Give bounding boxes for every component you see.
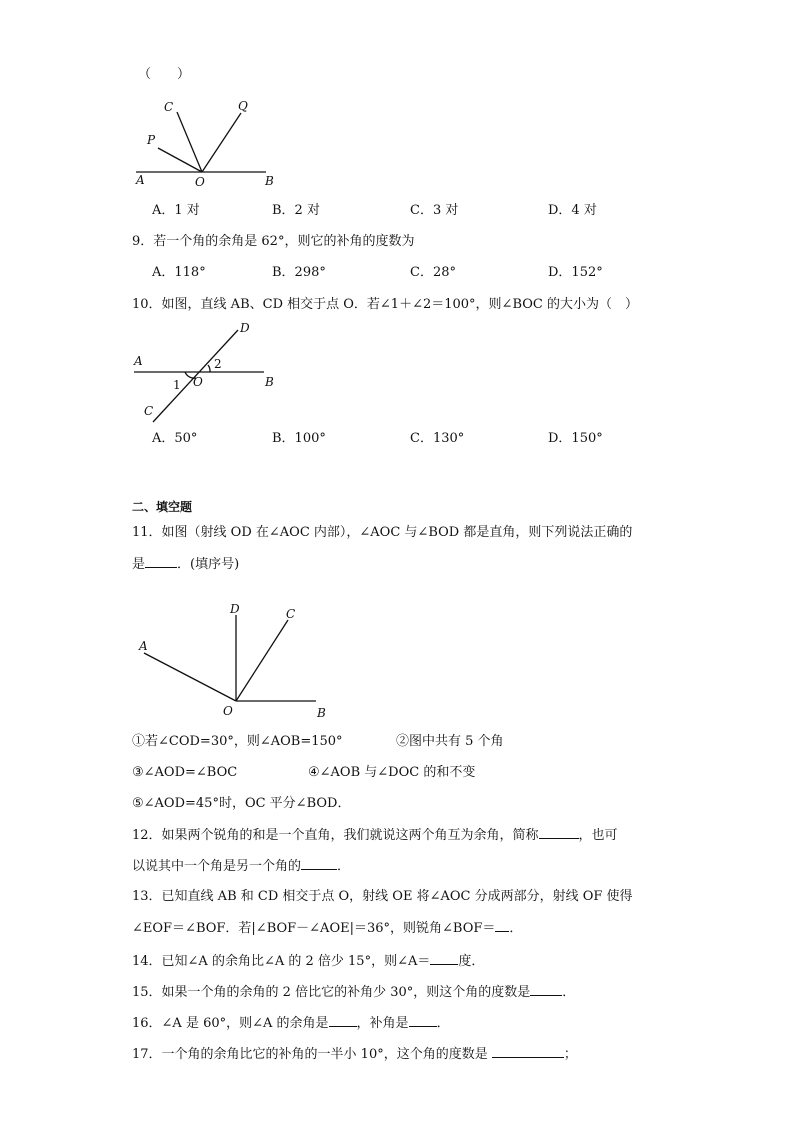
angle-2-arc bbox=[208, 365, 210, 372]
q16-text-c: ． bbox=[436, 1016, 450, 1031]
q16-blank-1[interactable] bbox=[329, 1014, 357, 1027]
q16-text-a: 16．∠A 是 60°，则∠A 的余角是 bbox=[132, 1016, 329, 1031]
q10-option-b: B．100° bbox=[272, 431, 326, 446]
q13-line1: 13．已知直线 AB 和 CD 相交于点 O，射线 OE 将∠AOC 分成两部分，射线 OF 使得 bbox=[132, 889, 633, 904]
q11-prefix: 是 bbox=[132, 557, 146, 572]
ray-oc bbox=[177, 112, 202, 172]
q12-text-a: 12．如果两个锐角的和是一个直角，我们就说这两个角互为余角，简称 bbox=[132, 828, 539, 843]
q16-text-b: ，补角是 bbox=[356, 1016, 409, 1031]
q10-option-d: D．150° bbox=[548, 431, 603, 446]
label-o: O bbox=[195, 175, 205, 189]
q11-statement-5: ⑤∠AOD=45°时，OC 平分∠BOD． bbox=[132, 796, 351, 811]
q16 bbox=[132, 1014, 450, 1033]
q15-text-a: 15．如果一个角的余角的 2 倍比它的补角少 30°，则这个角的度数是 bbox=[132, 985, 531, 1000]
q9-option-c: C．28° bbox=[410, 265, 456, 280]
q11-stem-line1: 11．如图（射线 OD 在∠AOC 内部），∠AOC 与∠BOD 都是直角，则下列说法正确的 bbox=[132, 525, 633, 540]
q9-stem: 9．若一个角的余角是 62°，则它的补角的度数为 bbox=[132, 234, 415, 249]
q12-line1 bbox=[132, 826, 618, 845]
q17-blank[interactable] bbox=[492, 1045, 564, 1058]
label-c: C bbox=[164, 100, 174, 114]
q15-text-b: ． bbox=[562, 985, 576, 1000]
label-p: P bbox=[147, 133, 156, 147]
q11-statement-1: ①若∠COD=30°，则∠AOB=150° bbox=[132, 734, 343, 749]
q14 bbox=[132, 952, 484, 971]
ray-oc bbox=[236, 620, 288, 701]
q9-option-d: D．152° bbox=[548, 265, 603, 280]
q12-blank-1[interactable] bbox=[539, 826, 579, 839]
q15 bbox=[132, 983, 575, 1002]
q9-option-a: A．118° bbox=[152, 265, 206, 280]
q10-stem: 10．如图，直线 AB、CD 相交于点 O．若∠1＋∠2＝100°，则∠BOC 的大小为（ ） bbox=[132, 297, 638, 312]
q12-text-d: ． bbox=[337, 859, 351, 874]
label-a: A bbox=[136, 173, 145, 187]
label-o: O bbox=[193, 375, 203, 389]
label-b: B bbox=[317, 706, 326, 720]
q10-figure bbox=[128, 318, 288, 424]
q12-blank-2[interactable] bbox=[301, 857, 337, 870]
q15-blank[interactable] bbox=[530, 983, 562, 996]
q13-text-b: ． bbox=[509, 921, 523, 936]
q8-figure bbox=[130, 92, 290, 192]
q10-option-c: C．130° bbox=[410, 431, 465, 446]
q13-line2 bbox=[132, 919, 522, 938]
q8-option-c: C．3 对 bbox=[410, 203, 459, 218]
q8-answer-paren: （ ） bbox=[138, 67, 191, 82]
q13-blank[interactable] bbox=[495, 919, 509, 932]
q14-text-a: 14．已知∠A 的余角比∠A 的 2 倍少 15°，则∠A＝ bbox=[132, 954, 431, 969]
label-o: O bbox=[223, 704, 233, 718]
label-b: B bbox=[265, 375, 274, 389]
label-a: A bbox=[134, 354, 143, 368]
q9-option-b: B．298° bbox=[272, 265, 326, 280]
label-a: A bbox=[139, 639, 148, 653]
q12-text-c: 以说其中一个角是另一个角的 bbox=[132, 859, 302, 874]
q10-option-a: A．50° bbox=[152, 431, 198, 446]
q16-blank-2[interactable] bbox=[409, 1014, 437, 1027]
label-d: D bbox=[230, 602, 240, 616]
q11-statement-3: ③∠AOD=∠BOC bbox=[132, 765, 238, 780]
q14-text-b: 度． bbox=[458, 954, 485, 969]
q11-figure bbox=[130, 595, 340, 720]
q11-answer-blank[interactable] bbox=[145, 555, 177, 568]
q8-option-a: A．1 对 bbox=[152, 203, 200, 218]
ray-oa bbox=[144, 653, 236, 701]
q11-statement-4: ④∠AOB 与∠DOC 的和不变 bbox=[308, 765, 476, 780]
label-b: B bbox=[265, 174, 274, 188]
label-c: C bbox=[286, 607, 296, 621]
ray-oq bbox=[202, 113, 241, 172]
label-q: Q bbox=[238, 99, 248, 113]
q8-option-d: D．4 对 bbox=[548, 203, 597, 218]
q17-text-b: ； bbox=[563, 1047, 577, 1062]
label-c: C bbox=[144, 404, 154, 418]
q11-suffix: ．(填序号) bbox=[177, 557, 240, 572]
q13-text-a: ∠EOF＝∠BOF．若|∠BOF－∠AOE|＝36°，则锐角∠BOF＝ bbox=[132, 921, 496, 936]
q14-blank[interactable] bbox=[430, 952, 458, 965]
section-heading: 二、填空题 bbox=[132, 500, 193, 514]
label-1: 1 bbox=[173, 378, 181, 392]
q12-text-b: ，也可 bbox=[578, 828, 618, 843]
label-2: 2 bbox=[214, 357, 222, 371]
q12-line2 bbox=[132, 857, 350, 876]
label-d: D bbox=[240, 321, 250, 335]
q11-statement-2: ②图中共有 5 个角 bbox=[396, 734, 504, 749]
q11-stem-line2 bbox=[132, 555, 239, 574]
q17-text-a: 17．一个角的余角比它的补角的一半小 10°，这个角的度数是 bbox=[132, 1047, 488, 1062]
q17 bbox=[132, 1045, 577, 1064]
ray-op bbox=[158, 148, 202, 172]
q8-option-b: B．2 对 bbox=[272, 203, 320, 218]
